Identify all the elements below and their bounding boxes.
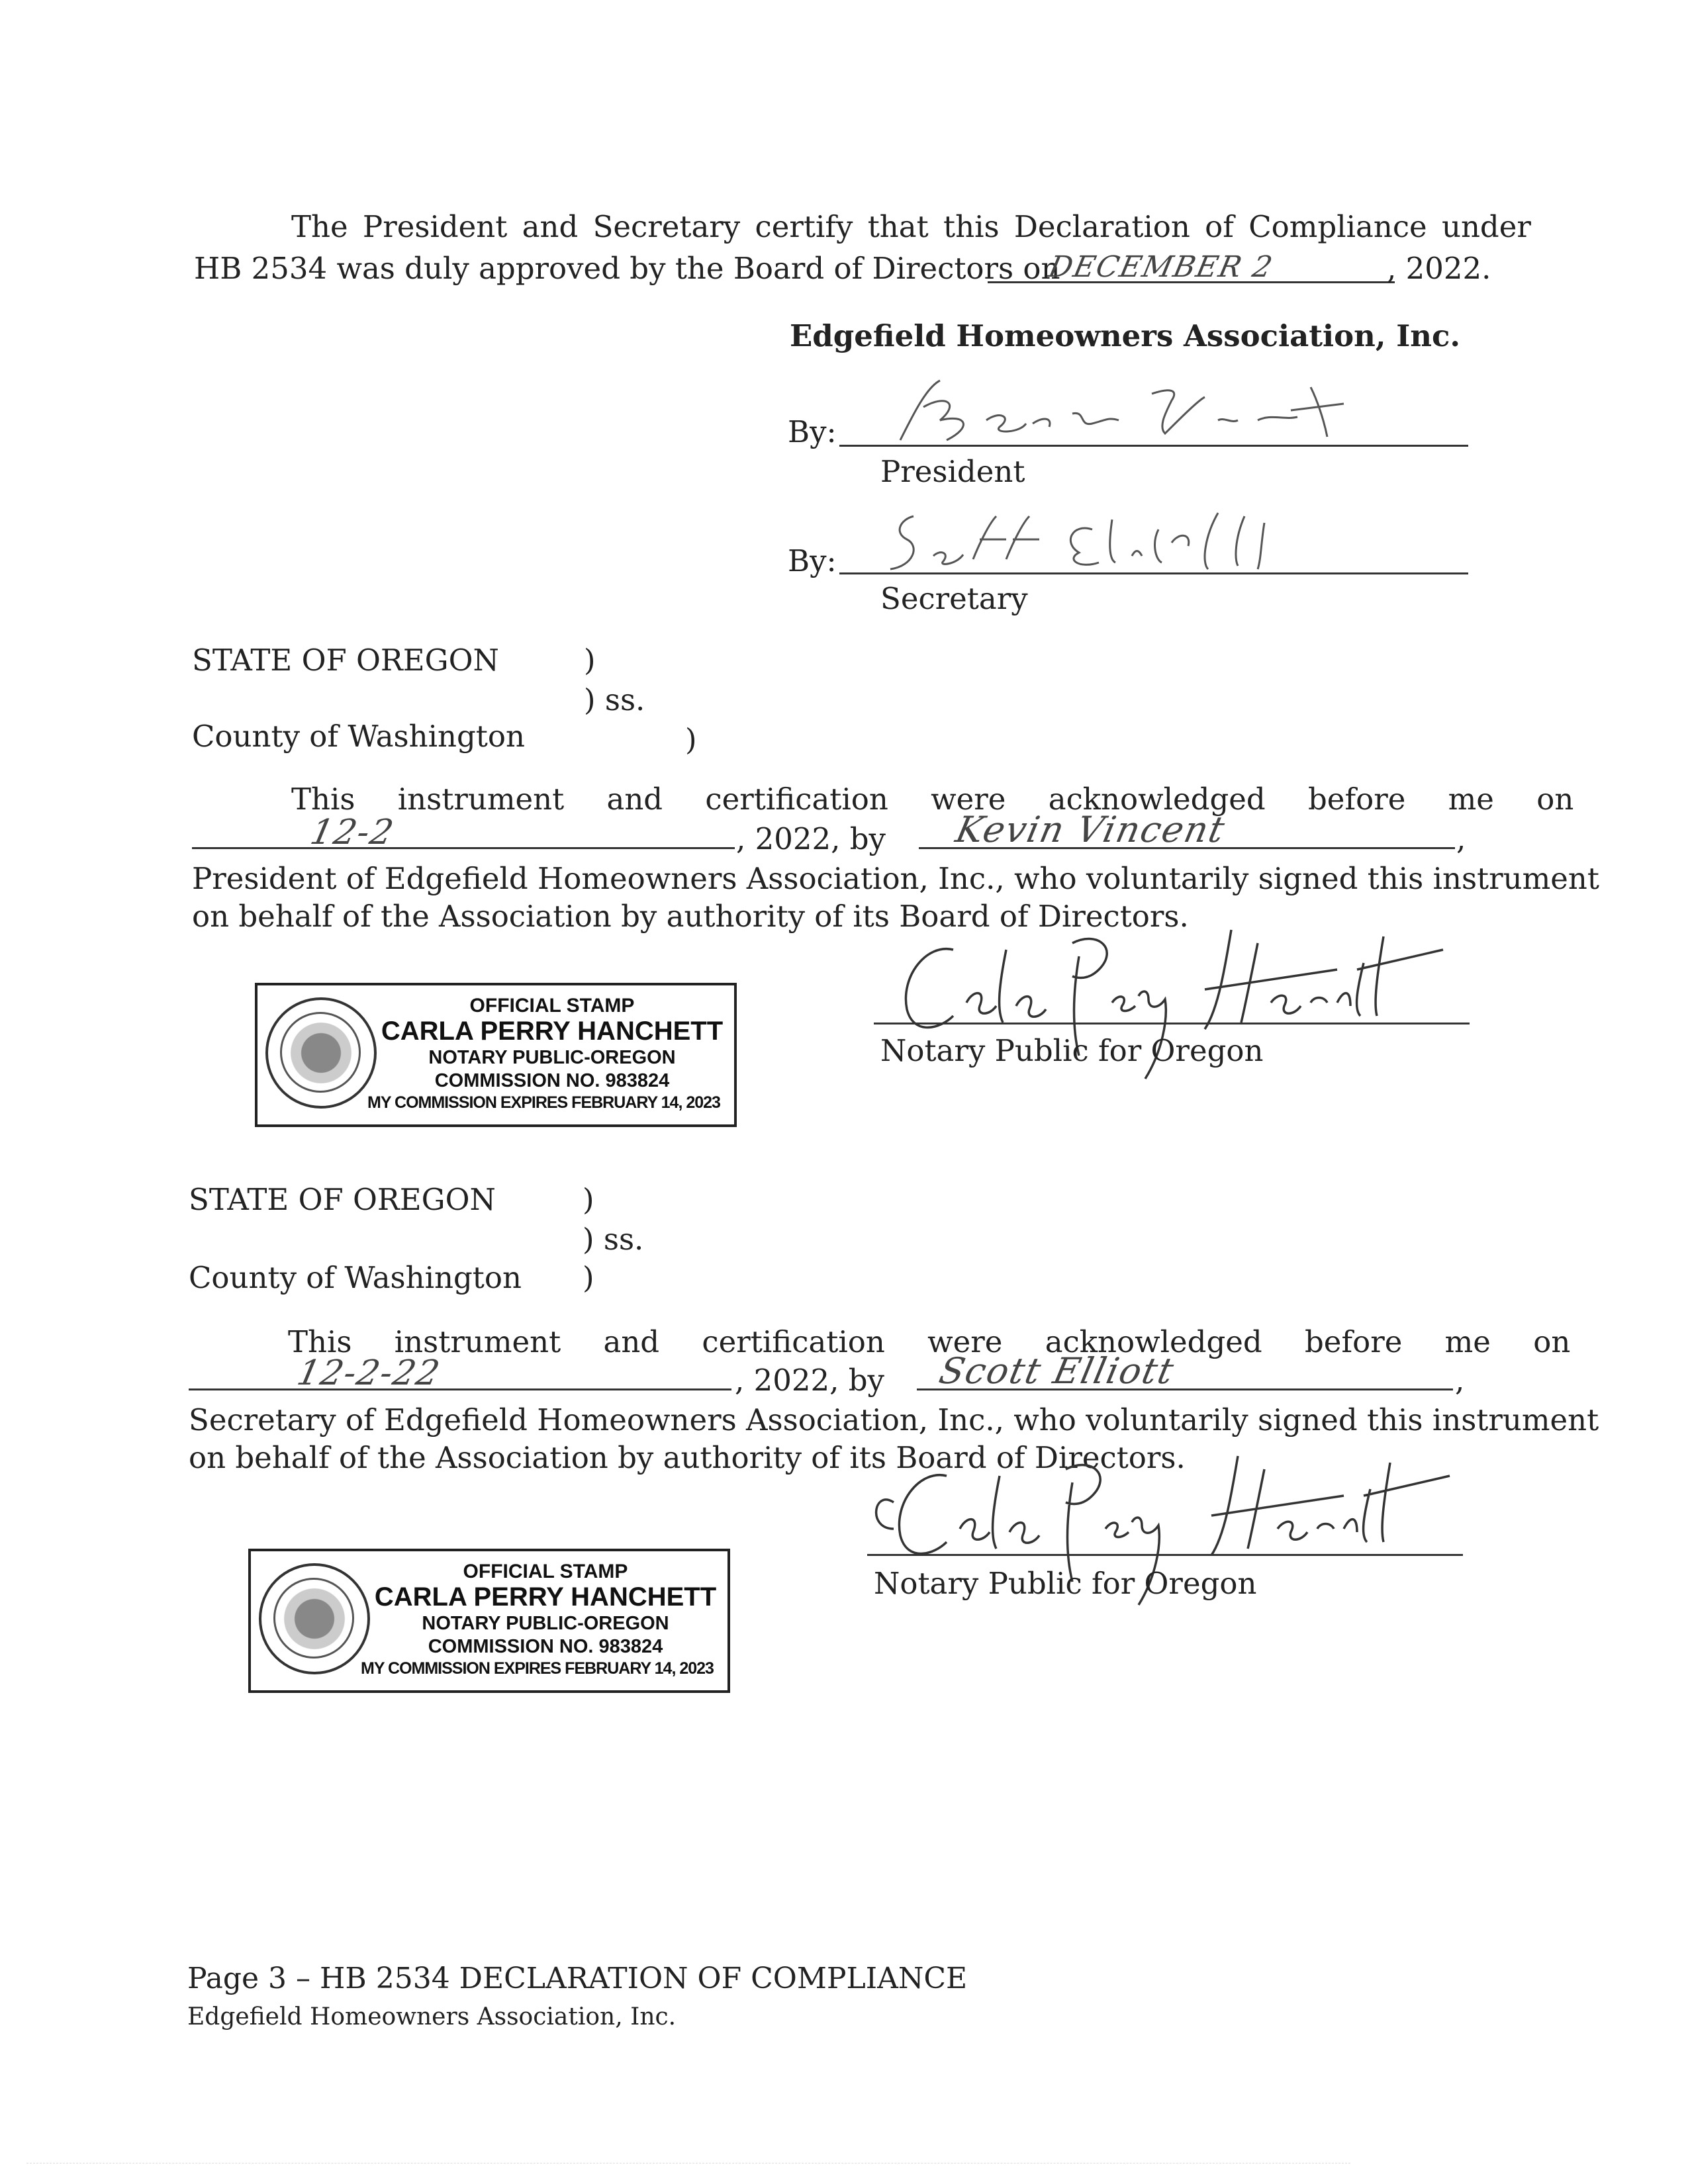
ack1-ss: ) ss. — [584, 682, 645, 717]
ack1-comma: , — [1456, 821, 1466, 856]
stamp1-expires: MY COMMISSION EXPIRES FEBRUARY 14, 2023 — [367, 1093, 720, 1112]
ack2-paren-1: ) — [583, 1182, 594, 1217]
ack2-county: County of Washington — [189, 1260, 522, 1295]
president-by-label: By: — [788, 414, 837, 449]
certification-line-2-prefix: HB 2534 was duly approved by the Board of Directors on — [194, 251, 1060, 286]
ack2-line-4: on behalf of the Association by authority of its Board of Directors. — [189, 1440, 1186, 1475]
ack1-date-line — [192, 847, 735, 849]
stamp1-role: NOTARY PUBLIC-OREGON — [428, 1047, 676, 1068]
ack2-line-1: This instrument and certification were acknowledged before me on — [288, 1324, 1571, 1359]
ack2-name-handwritten: Scott Elliott — [935, 1350, 1179, 1392]
stamp2-expires: MY COMMISSION EXPIRES FEBRUARY 14, 2023 — [361, 1659, 714, 1678]
association-name: Edgefield Homeowners Association, Inc. — [790, 318, 1461, 353]
ack1-line-4: on behalf of the Association by authority of its Board of Directors. — [192, 899, 1189, 934]
certification-line-1: The President and Secretary certify that this Declaration of Compliance under — [291, 209, 1531, 244]
ack1-date-handwritten: 12-2 — [306, 813, 399, 852]
stamp1-commission: COMMISSION NO. 983824 — [434, 1070, 670, 1091]
stamp2-title: OFFICIAL STAMP — [463, 1561, 628, 1582]
oregon-seal-icon — [259, 1563, 370, 1674]
ack1-paren-1: ) — [584, 643, 596, 678]
secretary-title: Secretary — [880, 581, 1028, 616]
notary2-signature — [867, 1449, 1450, 1628]
secretary-signature — [874, 503, 1297, 576]
stamp2-name: CARLA PERRY HANCHETT — [374, 1582, 717, 1612]
stamp2-commission: COMMISSION NO. 983824 — [428, 1636, 663, 1657]
ack1-paren-2: ) — [685, 722, 697, 757]
stamp1-title: OFFICIAL STAMP — [469, 995, 635, 1017]
ack2-paren-2: ) — [583, 1260, 594, 1295]
footer-association: Edgefield Homeowners Association, Inc. — [187, 2003, 677, 2030]
ack2-comma: , — [1455, 1363, 1465, 1398]
ack1-line-3: President of Edgefield Homeowners Association, Inc., who voluntarily signed this instrument — [192, 861, 1599, 896]
approval-date-handwritten: DECEMBER 2 — [1045, 250, 1277, 284]
president-title: President — [880, 454, 1025, 489]
ack1-state: STATE OF OREGON — [192, 643, 499, 678]
notary-stamp-2 — [248, 1549, 730, 1693]
ack1-name-handwritten: Kevin Vincent — [952, 809, 1230, 850]
ack2-line-3: Secretary of Edgefield Homeowners Association, Inc., who voluntarily signed this instrument — [189, 1402, 1599, 1437]
stamp2-role: NOTARY PUBLIC-OREGON — [422, 1613, 669, 1634]
ack1-line-1: This instrument and certification were acknowledged before me on — [291, 782, 1574, 817]
ack1-year-by: , 2022, by — [736, 821, 886, 856]
oregon-seal-icon — [265, 997, 377, 1109]
certification-line-2-suffix: , 2022. — [1387, 251, 1491, 286]
ack2-ss: ) ss. — [583, 1222, 644, 1257]
notary2-label: Notary Public for Oregon — [874, 1566, 1257, 1601]
notary2-signature-line — [867, 1554, 1463, 1556]
ack2-year-by: , 2022, by — [735, 1363, 884, 1398]
secretary-by-label: By: — [788, 543, 837, 578]
notary1-signature — [874, 923, 1443, 1095]
ack1-county: County of Washington — [192, 719, 525, 754]
notary-stamp-1 — [255, 983, 737, 1127]
ack2-state: STATE OF OREGON — [189, 1182, 496, 1217]
stamp1-name: CARLA PERRY HANCHETT — [381, 1017, 724, 1046]
ack2-date-line — [189, 1388, 731, 1390]
president-signature — [887, 374, 1350, 447]
notary1-signature-line — [874, 1023, 1470, 1024]
notary1-label: Notary Public for Oregon — [880, 1033, 1264, 1068]
footer-page-title: Page 3 – HB 2534 DECLARATION OF COMPLIANCE — [187, 1962, 968, 1995]
ack2-date-handwritten: 12-2-22 — [293, 1353, 444, 1393]
